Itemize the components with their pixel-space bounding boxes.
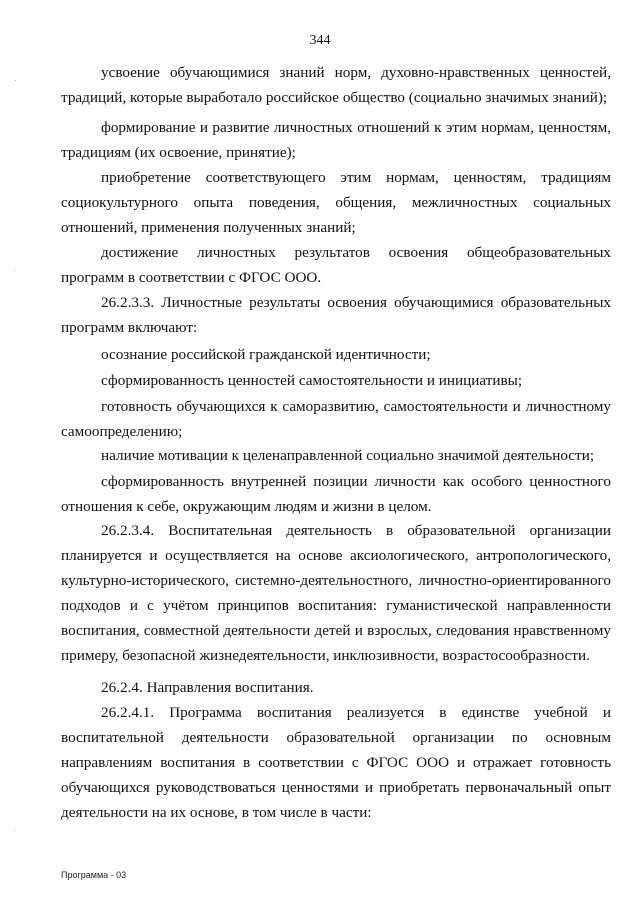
paragraph-4: достижение личностных результатов освоения общеобразовательных программ в соответствии с ФГОС ООО. (61, 244, 611, 286)
paragraph-9: наличие мотивации к целенаправленной социально значимой деятельности; (101, 447, 595, 464)
paragraph-10: сформированность внутренней позиции личности как особого ценностного отношения к себе, окружающим людям и жизни в целом. (61, 473, 611, 515)
scan-mark (15, 270, 16, 271)
paragraph-13: 26.2.4.1. Программа воспитания реализуется в единстве учебной и воспитательной деятельности образовательной организации по основным направлениям воспитания в соответствии с ФГОС ООО и отражает готовность обучающихся руководствоваться ценностями и приобретать первоначальный опыт деятельности на их основе, в том числе в части: (61, 704, 611, 821)
footer-label: Программа - 03 (61, 870, 127, 880)
paragraph-2: формирование и развитие личностных отношений к этим нормам, ценностям, традициям (их освоение, принятие); (61, 119, 611, 161)
paragraph-7: сформированность ценностей самостоятельности и инициативы; (101, 372, 523, 389)
paragraph-6: осознание российской гражданской идентичности; (101, 346, 431, 363)
page-number: 344 (309, 33, 331, 48)
scan-mark (15, 830, 16, 831)
scan-mark (15, 80, 16, 81)
paragraph-5: 26.2.3.3. Личностные результаты освоения обучающимися образовательных программ включают: (61, 294, 611, 336)
paragraph-11: 26.2.3.4. Воспитательная деятельность в образовательной организации планируется и осуществляется на основе аксиологического, антропологического, культурно-исторического, системно-деятельностного, личностно-ориентированного подходов и с учётом принципов воспитания: гуманистической направленности воспитания, совместной деятельности детей и взрослых, следования нравственному примеру, безопасной жизнедеятельности, инклюзивности, возрастосообразности. (61, 522, 611, 664)
paragraph-8: готовность обучающихся к саморазвитию, самостоятельности и личностному самоопределению; (61, 398, 611, 440)
paragraph-1: усвоение обучающимися знаний норм, духовно-нравственных ценностей, традиций, которые выработало российское общество (социально значимых знаний); (61, 64, 611, 106)
paragraph-3: приобретение соответствующего этим нормам, ценностям, традициям социокультурного опыта поведения, общения, межличностных социальных отношений, применения полученных знаний; (61, 169, 611, 236)
section-heading: 26.2.4. Направления воспитания. (101, 679, 314, 696)
